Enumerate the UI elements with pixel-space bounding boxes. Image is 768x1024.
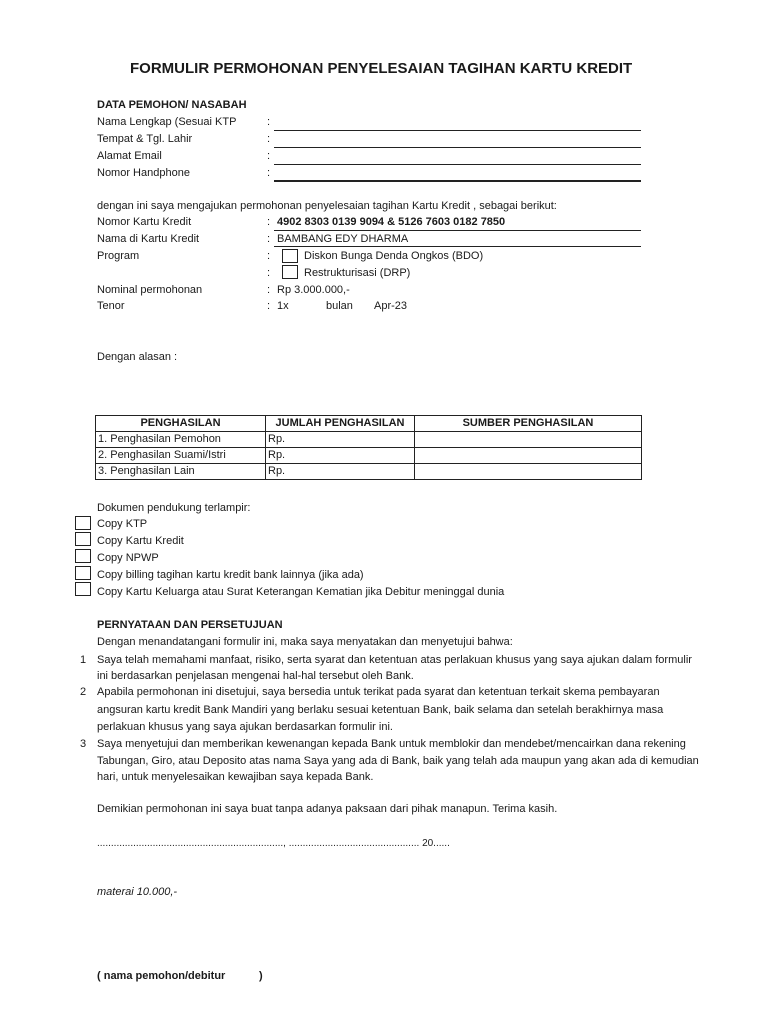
tenor-label: Tenor — [97, 300, 125, 312]
email-label: Alamat Email — [97, 150, 162, 162]
email-colon: : — [267, 150, 271, 162]
program-colon-2: : — [267, 267, 271, 279]
intro-text: dengan ini saya mengajukan permohonan penyelesaian tagihan Kartu Kredit , sebagai berikut: — [97, 200, 557, 212]
card-name-underline — [274, 246, 641, 247]
doc-family-label: Copy Kartu Keluarga atau Surat Keterangan Kematian jika Debitur meninggal dunia — [97, 586, 505, 598]
card-number-value[interactable]: 4902 8303 0139 9094 & 5126 7603 0182 7850 — [277, 216, 506, 228]
statement-3-line-3: hari, untuk menyelesaikan kewajiban saya kepada Bank. — [97, 771, 374, 783]
row-amount[interactable]: Rp. — [266, 464, 415, 480]
statement-2-line-2: angsuran kartu kredit Bank Mandiri yang berlaku sesuai ketentuan Bank, baik selama dan setelah berakhirnya masa — [97, 704, 664, 716]
row-amount[interactable]: Rp. — [266, 448, 415, 464]
birth-colon: : — [267, 133, 271, 145]
doc-npwp-checkbox[interactable] — [75, 549, 91, 563]
doc-billing-label: Copy billing tagihan kartu kredit bank lainnya (jika ada) — [97, 569, 364, 581]
tenor-value[interactable]: 1x — [277, 300, 289, 312]
doc-billing-checkbox[interactable] — [75, 566, 91, 580]
form-title: FORMULIR PERMOHONAN PENYELESAIAN TAGIHAN KARTU KREDIT — [130, 60, 633, 77]
tenor-date[interactable]: Apr-23 — [374, 300, 408, 312]
tenor-unit: bulan — [326, 300, 353, 312]
row-source[interactable] — [415, 464, 642, 480]
doc-family-checkbox[interactable] — [75, 582, 91, 596]
doc-card-checkbox[interactable] — [75, 532, 91, 546]
row-source[interactable] — [415, 432, 642, 448]
statement-intro: Dengan menandatangani formulir ini, maka saya menyatakan dan menyetujui bahwa: — [97, 636, 513, 648]
header-penghasilan: PENGHASILAN — [96, 416, 266, 432]
statement-num-3: 3 — [80, 738, 87, 750]
nominal-label: Nominal permohonan — [97, 284, 203, 296]
header-jumlah: JUMLAH PENGHASILAN — [266, 416, 415, 432]
full-name-label: Nama Lengkap (Sesuai KTP — [97, 116, 237, 128]
table-row — [96, 464, 642, 480]
income-table — [95, 415, 642, 480]
row-amount[interactable]: Rp. — [266, 432, 415, 448]
program-bdo-checkbox[interactable] — [282, 249, 298, 263]
full-name-colon: : — [267, 116, 271, 128]
phone-label: Nomor Handphone — [97, 167, 190, 179]
nominal-colon: : — [267, 284, 271, 296]
card-number-label: Nomor Kartu Kredit — [97, 216, 192, 228]
statement-2-line-3: perlakuan khusus yang saya ajukan berdasarkan formulir ini. — [97, 721, 393, 733]
statement-3-line-2: Tabungan, Giro, atau Deposito atas nama Saya yang ada di Bank, baik yang telah ada maupun yang akan ada di kemudian — [97, 755, 699, 767]
doc-npwp-label: Copy NPWP — [97, 552, 159, 564]
program-drp-label: Restrukturisasi (DRP) — [304, 267, 411, 279]
card-name-colon: : — [267, 233, 271, 245]
phone-field[interactable] — [274, 180, 641, 182]
statement-num-1: 1 — [80, 654, 87, 666]
doc-ktp-label: Copy KTP — [97, 518, 148, 530]
statement-heading: PERNYATAAN DAN PERSETUJUAN — [97, 619, 283, 631]
doc-card-label: Copy Kartu Kredit — [97, 535, 184, 547]
phone-colon: : — [267, 167, 271, 179]
row-source[interactable] — [415, 448, 642, 464]
place-date-line[interactable]: ..................................................................., ............................................... 20...... — [97, 838, 450, 849]
full-name-field[interactable] — [274, 130, 641, 131]
email-field[interactable] — [274, 164, 641, 165]
reason-label: Dengan alasan : — [97, 351, 178, 363]
statement-1-line-1: Saya telah memahami manfaat, risiko, serta syarat dan ketentuan atas perlakuan khusus yang saya ajukan dalam formulir — [97, 654, 692, 666]
program-label: Program — [97, 250, 140, 262]
statement-3-line-1: Saya menyetujui dan memberikan kewenangan kepada Bank untuk memblokir dan mendebet/mencairkan dana rekening — [97, 738, 686, 750]
program-colon-1: : — [267, 250, 271, 262]
row-label: 1. Penghasilan Pemohon — [96, 432, 266, 448]
signature-name: ( nama pemohon/debitur ) — [97, 970, 263, 982]
statement-2-line-1: Apabila permohonan ini disetujui, saya bersedia untuk terikat pada syarat dan ketentuan terkait skema pembayaran — [97, 686, 660, 698]
header-sumber: SUMBER PENGHASILAN — [415, 416, 642, 432]
program-bdo-label: Diskon Bunga Denda Ongkos (BDO) — [304, 250, 484, 262]
table-row — [96, 432, 642, 448]
nominal-value[interactable]: Rp 3.000.000,- — [277, 284, 350, 296]
statement-1-line-2: ini berdasarkan penjelasan mengenai hal-hal tersebut oleh Bank. — [97, 670, 414, 682]
program-drp-checkbox[interactable] — [282, 265, 298, 279]
tenor-colon: : — [267, 300, 271, 312]
applicant-heading: DATA PEMOHON/ NASABAH — [97, 99, 247, 111]
documents-heading: Dokumen pendukung terlampir: — [97, 502, 251, 514]
card-name-value[interactable]: BAMBANG EDY DHARMA — [277, 233, 409, 245]
row-label: 2. Penghasilan Suami/Istri — [96, 448, 266, 464]
closing-text: Demikian permohonan ini saya buat tanpa adanya paksaan dari pihak manapun. Terima kasih. — [97, 803, 558, 815]
doc-ktp-checkbox[interactable] — [75, 516, 91, 530]
birth-label: Tempat & Tgl. Lahir — [97, 133, 193, 145]
card-number-underline — [274, 230, 641, 231]
card-name-label: Nama di Kartu Kredit — [97, 233, 200, 245]
birth-field[interactable] — [274, 147, 641, 148]
card-number-colon: : — [267, 216, 271, 228]
row-label: 3. Penghasilan Lain — [96, 464, 266, 480]
statement-num-2: 2 — [80, 686, 87, 698]
stamp-text: materai 10.000,- — [97, 886, 178, 898]
table-row — [96, 448, 642, 464]
income-table-header — [96, 416, 642, 432]
